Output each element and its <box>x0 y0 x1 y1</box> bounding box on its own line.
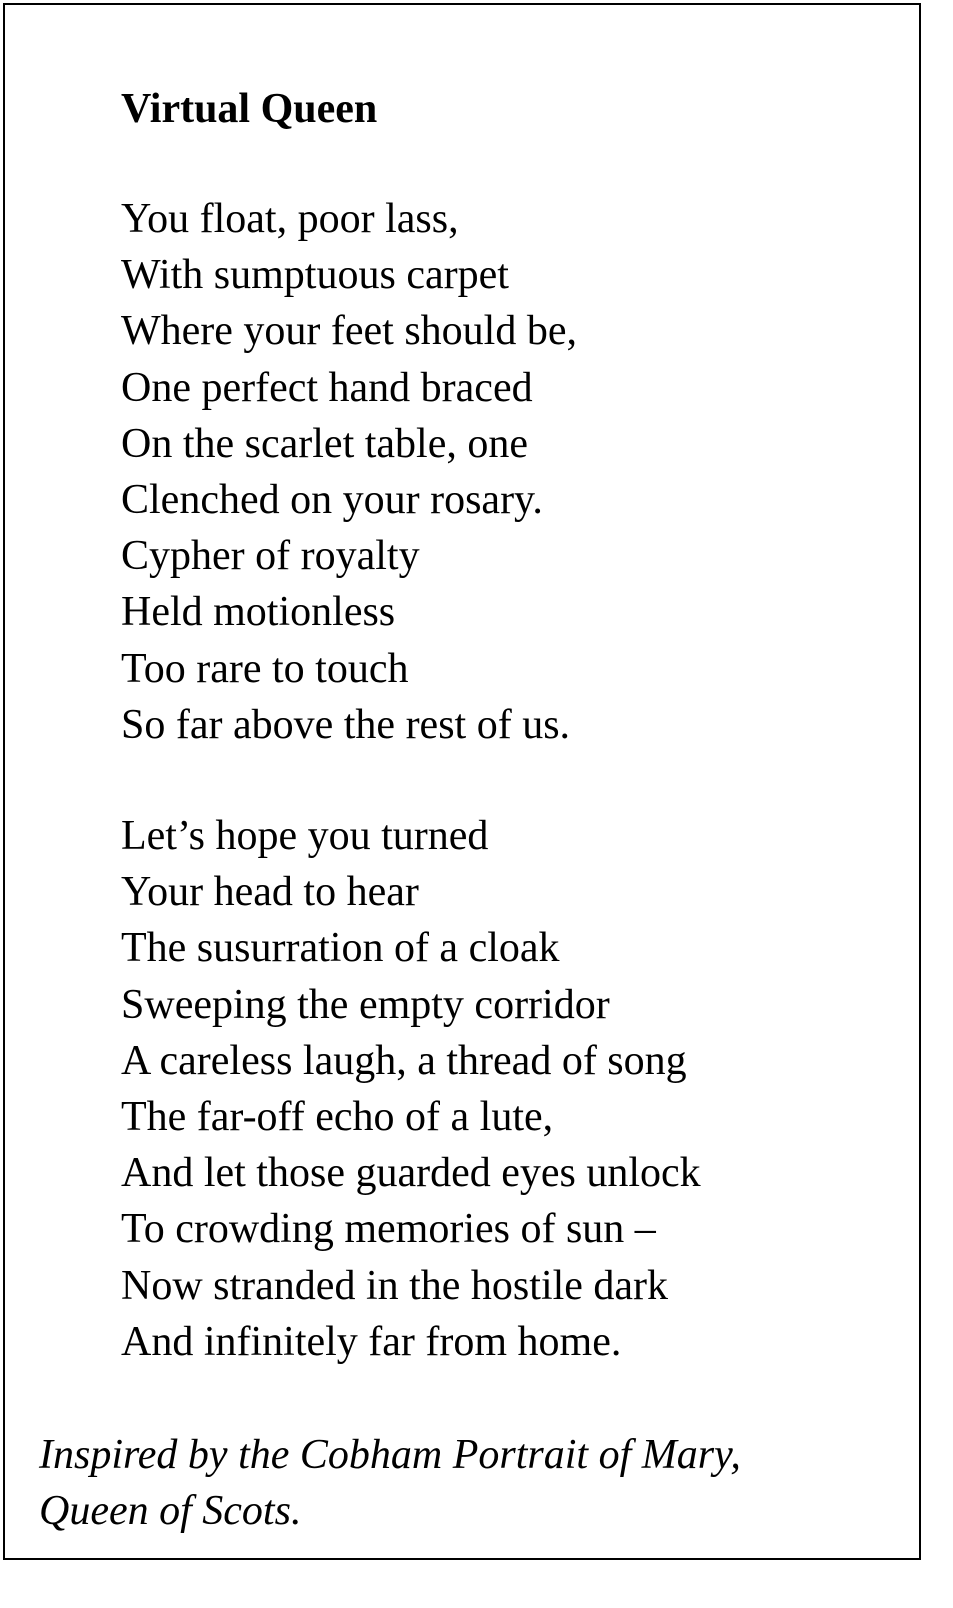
poem-line: Now stranded in the hostile dark <box>121 1262 669 1309</box>
poem-line: The susurration of a cloak <box>121 925 560 972</box>
poem-line: A careless laugh, a thread of song <box>121 1037 687 1084</box>
stanza-1 <box>121 191 577 753</box>
poem-line: Where your feet should be, <box>121 308 577 355</box>
poem-line: You float, poor lass, <box>121 196 459 242</box>
poem-line: Sweeping the empty corridor <box>121 981 610 1028</box>
inspiration-note-line: Queen of Scots. <box>39 1488 302 1534</box>
inspiration-note-line: Inspired by the Cobham Portrait of Mary, <box>39 1432 741 1478</box>
poem-frame <box>3 3 921 1560</box>
poem-line: On the scarlet table, one <box>121 420 528 467</box>
poem-line: Cypher of royalty <box>121 533 420 580</box>
poem-title: Virtual Queen <box>121 86 378 132</box>
poem-line: With sumptuous carpet <box>121 252 509 299</box>
poem-line: To crowding memories of sun – <box>121 1206 656 1253</box>
poem-line: One perfect hand braced <box>121 364 533 411</box>
poem-line: And infinitely far from home. <box>121 1318 622 1365</box>
poem-line: So far above the rest of us. <box>121 701 571 748</box>
poem-line: Clenched on your rosary. <box>121 477 543 524</box>
poem-line: And let those guarded eyes unlock <box>121 1150 701 1197</box>
poem-line: Held motionless <box>121 589 396 636</box>
inspiration-note <box>39 1427 741 1539</box>
poem-line: Your head to hear <box>121 869 419 916</box>
poem-line: Too rare to touch <box>121 645 409 692</box>
stanza-2 <box>121 808 701 1370</box>
poem-line: The far-off echo of a lute, <box>121 1094 554 1141</box>
poem-line: Let’s hope you turned <box>121 813 489 859</box>
